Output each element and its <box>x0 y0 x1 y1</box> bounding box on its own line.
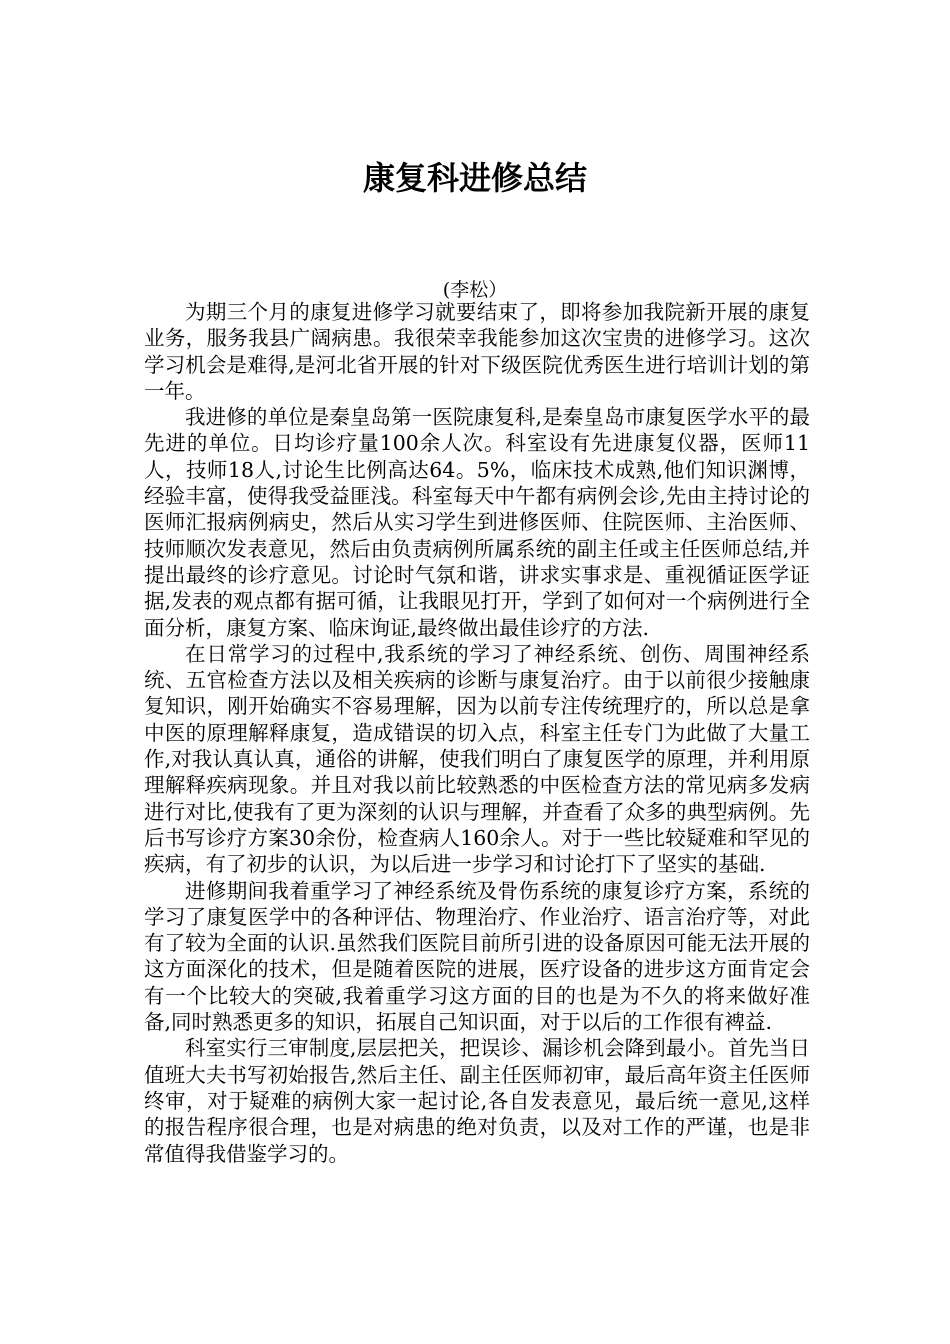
paragraph-5: 科室实行三审制度,层层把关，把误诊、漏诊机会降到最小。首先当日值班大夫书写初始报告,然后主任、副主任医师初审，最后高年资主任医师终审，对于疑难的病例大家一起讨论,各自发表意见，最后统一意见,这样的报告程序很合理，也是对病患的绝对负责，以及对工作的严谨，也是非常值得我借鉴学习的。 <box>144 1036 810 1166</box>
paragraph-3: 在日常学习的过程中,我系统的学习了神经系统、创伤、周围神经系统、五官检查方法以及相关疾病的诊断与康复治疗。由于以前很少接触康复知识，刚开始确实不容易理解，因为以前专注传统理疗的，所以总是拿中医的原理解释康复，造成错误的切入点，科室主任专门为此做了大量工作,对我认真认真，通俗的讲解，使我们明白了康复医学的原理，并利用原理解释疾病现象。并且对我以前比较熟悉的中医检查方法的常见病多发病进行对比,使我有了更为深刻的认识与理解，并查看了众多的典型病例。先后书写诊疗方案30余份，检查病人160余人。对于一些比较疑难和罕见的疾病，有了初步的认识，为以后进一步学习和讨论打下了坚实的基础. <box>144 641 810 877</box>
paragraph-4: 进修期间我着重学习了神经系统及骨伤系统的康复诊疗方案，系统的学习了康复医学中的各种评估、物理治疗、作业治疗、语言治疗等，对此有了较为全面的认识.虽然我们医院目前所引进的设备原因可能无法开展的这方面深化的技术，但是随着医院的进展，医疗设备的进步这方面肯定会有一个比较大的突破,我着重学习这方面的目的也是为不久的将来做好准备,同时熟悉更多的知识，拓展自己知识面，对于以后的工作很有裨益. <box>144 878 810 1035</box>
document-title: 康复科进修总结 <box>362 159 587 197</box>
paragraph-2: 我进修的单位是秦皇岛第一医院康复科,是秦皇岛市康复医学水平的最先进的单位。日均诊疗量100余人次。科室设有先进康复仪器，医师11人，技师18人,讨论生比例高达64。5%，临床技术成熟,他们知识渊博，经验丰富，使得我受益匪浅。科室每天中午都有病例会诊,先由主持讨论的医师汇报病例病史，然后从实习学生到进修医师、住院医师、主治医师、技师顺次发表意见，然后由负责病例所属系统的副主任或主任医师总结,并提出最终的诊疗意见。讨论时气氛和谐，讲求实事求是、重视循证医学证据,发表的观点都有据可循，让我眼见打开，学到了如何对一个病例进行全面分析，康复方案、临床询证,最终做出最佳诊疗的方法. <box>144 405 810 640</box>
author-line: (李松） <box>442 279 508 301</box>
document-body <box>144 299 810 1167</box>
paragraph-1: 为期三个月的康复进修学习就要结束了，即将参加我院新开展的康复业务，服务我县广阔病患。我很荣幸我能参加这次宝贵的进修学习。这次学习机会是难得,是河北省开展的针对下级医院优秀医生进行培训计划的第一年。 <box>144 300 810 403</box>
